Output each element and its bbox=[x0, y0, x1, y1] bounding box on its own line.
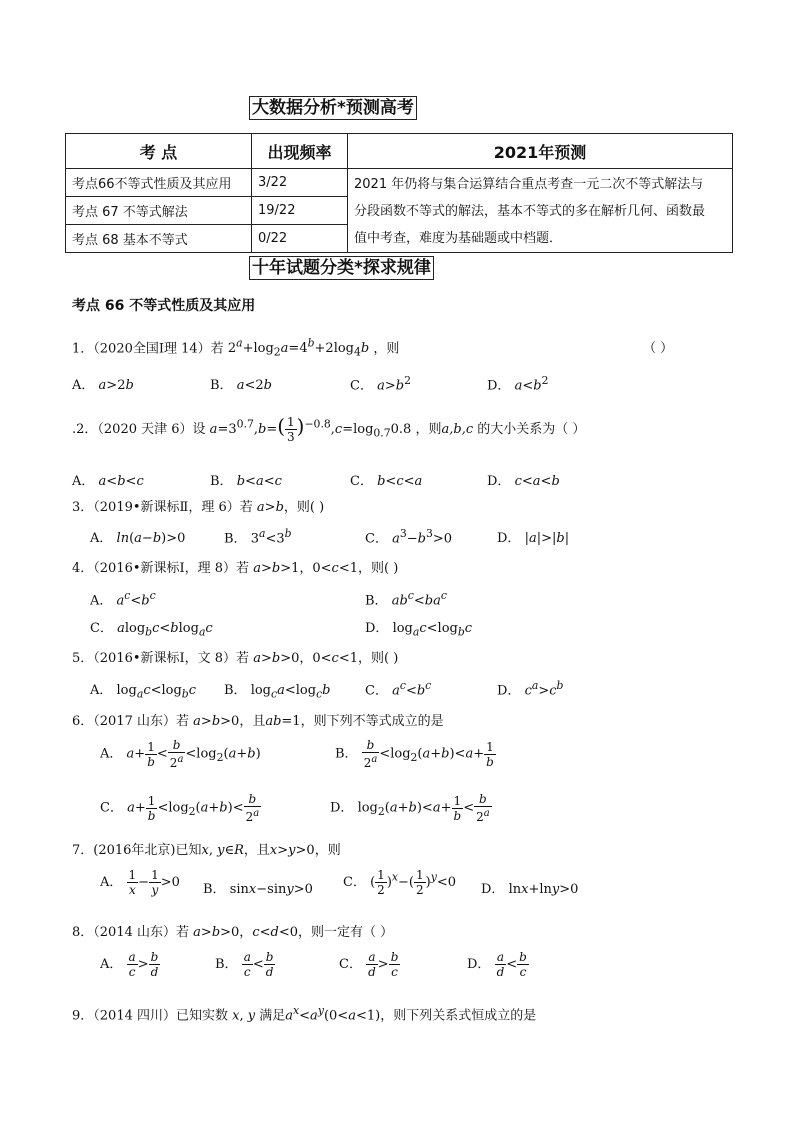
header-title-analysis-text: 大数据分析*预测高考 bbox=[252, 98, 414, 118]
q5-opt-a-label: A． bbox=[90, 683, 113, 698]
stats-table bbox=[65, 133, 733, 253]
q7-opt-b-label: B． bbox=[203, 882, 226, 897]
q6-opt-d-label: D． bbox=[330, 800, 354, 816]
table-row bbox=[66, 169, 733, 197]
q3-opt-b-label: B． bbox=[224, 531, 247, 547]
q4-option-a: A． $a^c<b^c$ bbox=[90, 589, 156, 609]
q6-mid: ，且 bbox=[239, 714, 266, 729]
section-title: 考点 66 不等式性质及其应用 bbox=[72, 298, 256, 314]
q2-formula: $a=3^{0.7},b=$( $\frac{1}{3}$ )$^{-0.8},c=\log_{0.7}0.8$ bbox=[209, 414, 412, 444]
q6-option-c: C． a+ $\frac{1}{b}$ $<\log_2(a+b)<$ $\frac{b}{2^a}$ bbox=[100, 792, 260, 824]
q8-option-a: A． $\frac{a}{c}$ > $\frac{b}{d}$ bbox=[100, 950, 159, 979]
q1-opt-d-label: D． bbox=[487, 378, 511, 394]
question-5: 5．（2016•新课标Ⅰ，文 8）若 a>b>0，0<c<1，则( ) bbox=[72, 651, 399, 666]
header-title-classification bbox=[249, 256, 434, 280]
q7-opt-d-label: D． bbox=[481, 882, 505, 897]
prediction-cell bbox=[348, 169, 733, 253]
header-title-classification-text: 十年试题分类*探求规律 bbox=[252, 258, 431, 278]
q1-option-c: C． $a>b^2$ bbox=[350, 374, 411, 394]
q8-option-d: D． $\frac{a}{d}$ < $\frac{b}{c}$ bbox=[467, 950, 527, 979]
col-header-prediction: 2021年预测 bbox=[348, 134, 733, 169]
q2-option-d: D． c<a<b bbox=[487, 474, 560, 489]
q1-opt-b-label: B． bbox=[210, 378, 233, 393]
prediction-line: 值中考查，难度为基础题或中档题． bbox=[354, 231, 563, 246]
topic-cell: 考点 67 不等式解法 bbox=[66, 197, 252, 225]
q5-opt-b-label: B． bbox=[224, 683, 247, 698]
q2-mid: 的大小关系为（ ） bbox=[477, 422, 586, 437]
freq-cell: 3/22 bbox=[252, 169, 348, 197]
table-header-row bbox=[66, 134, 733, 169]
q8-option-b: B． $\frac{a}{c}$ < $\frac{b}{d}$ bbox=[215, 950, 274, 979]
q6-option-d: D． $\log_2(a+b)<a+$ $\frac{1}{b}$ < $\frac{b}{2^a}$ bbox=[330, 792, 490, 824]
q5-text: 5．（2016•新课标Ⅰ，文 8）若 bbox=[72, 651, 250, 666]
header-title-analysis bbox=[249, 96, 417, 120]
q5-option-d: D． $c^a>c^b$ bbox=[497, 679, 564, 699]
q3-option-c: C． $a^3-b^3>0$ bbox=[365, 527, 453, 547]
q3-opt-a-label: A． bbox=[90, 531, 113, 546]
q1-opt-c-label: C． bbox=[350, 378, 373, 394]
col-header-topic: 考 点 bbox=[66, 134, 252, 169]
question-4: 4．（2016•新课标Ⅰ，理 8）若 a>b>1，0<c<1，则( ) bbox=[72, 561, 399, 576]
q5-option-c: C． $a^c<b^c$ bbox=[365, 679, 432, 699]
q5-opt-d-label: D． bbox=[497, 683, 521, 699]
q4-opt-c-label: C． bbox=[90, 621, 113, 636]
q1-option-b: B． a<2b bbox=[210, 378, 272, 393]
col-header-frequency: 出现频率 bbox=[252, 134, 348, 169]
q2-opt-a-label: A． bbox=[72, 474, 95, 489]
q8-opt-d-label: D． bbox=[467, 957, 491, 972]
q3-opt-d-label: D． bbox=[497, 531, 521, 546]
q7-opt-c-label: C． bbox=[343, 875, 366, 890]
q7-suffix: ，则 bbox=[314, 843, 341, 858]
q8-suffix: ，则一定有（ ） bbox=[298, 925, 394, 940]
q5-opt-c-label: C． bbox=[365, 683, 388, 699]
q2-option-b: B． b<a<c bbox=[210, 474, 282, 489]
freq-cell: 0/22 bbox=[252, 225, 348, 253]
question-1 bbox=[72, 337, 399, 359]
q7-option-c: C． ( $\frac{1}{2}$ )$^x$−( $\frac{1}{2}$ )$^y$<0 bbox=[343, 868, 456, 897]
q2-opt-c-label: C． bbox=[350, 474, 373, 489]
q8-option-c: C． $\frac{a}{d}$ > $\frac{b}{c}$ bbox=[339, 950, 399, 979]
q1-option-d: D． $a<b^2$ bbox=[487, 374, 549, 394]
q3-option-a: A． ln(a−b)>0 bbox=[90, 531, 186, 546]
q7-option-a: A． $\frac{1}{x}$ − $\frac{1}{y}$ >0 bbox=[100, 868, 180, 897]
q9-suffix: ，则下列关系式恒成立的是 bbox=[380, 1008, 537, 1024]
q7-text: 7．(2016年北京)已知 bbox=[72, 843, 202, 858]
q6-opt-a-label: A． bbox=[100, 746, 123, 762]
q8-opt-a-label: A． bbox=[100, 957, 123, 972]
question-2: .2．（2020 天津 6）设 $a=3^{0.7},b=$( $\frac{1}{3}$ )$^{-0.8},c=\log_{0.7}0.8$ ，则a,b,c 的大小关系为（ ） bbox=[72, 414, 586, 444]
q6-option-b: B． $\frac{b}{2^a}$ $<\log_2(a+b)<a+$ $\frac{1}{b}$ bbox=[335, 738, 494, 770]
question-8: 8．（2014 山东）若 a>b>0，c<d<0，则一定有（ ） bbox=[72, 925, 394, 940]
q4-opt-b-label: B． bbox=[365, 593, 388, 609]
q6-text: 6．（2017 山东）若 bbox=[72, 714, 189, 729]
q6-option-a: A． a+ $\frac{1}{b}$ < $\frac{b}{2^a}$ $<\log_2(a+b)$ bbox=[100, 738, 261, 770]
prediction-line: 2021 年仍将与集合运算结合重点考查一元二次不等式解法与 bbox=[354, 177, 704, 192]
q2-suffix: ，则 bbox=[415, 422, 442, 437]
q1-suffix: ，则 bbox=[373, 341, 400, 357]
q6-suffix: ，则下列不等式成立的是 bbox=[300, 714, 444, 729]
q4-option-b: B． $ab^c<ba^c$ bbox=[365, 589, 447, 609]
q4-option-d: D． $\log_ac<\log_bc$ bbox=[365, 621, 473, 639]
q2-opt-d-label: D． bbox=[487, 474, 511, 489]
q3-option-b: B． $3^a<3^b$ bbox=[224, 527, 292, 547]
q2-prefix: .2．（2020 天津 6）设 bbox=[72, 422, 206, 437]
q1-opt-a-label: A． bbox=[72, 378, 95, 393]
q7-option-b: B． sinx−siny>0 bbox=[203, 882, 313, 897]
q6-opt-b-label: B． bbox=[335, 746, 358, 762]
q7-option-d: D． lnx+lny>0 bbox=[481, 882, 579, 897]
q4-opt-a-label: A． bbox=[90, 593, 113, 609]
topic-cell: 考点66不等式性质及其应用 bbox=[66, 169, 252, 197]
q5-option-b: B． $\log_ca<\log_cb$ bbox=[224, 683, 331, 701]
q4-text: 4．（2016•新课标Ⅰ，理 8）若 bbox=[72, 561, 250, 576]
q5-suffix: ，则( ) bbox=[357, 651, 399, 666]
q4-suffix: ，则( ) bbox=[357, 561, 399, 576]
q1-answer-bracket: （ ） bbox=[643, 341, 674, 356]
freq-cell: 19/22 bbox=[252, 197, 348, 225]
question-6: 6．（2017 山东）若 a>b>0，且ab=1，则下列不等式成立的是 bbox=[72, 714, 444, 729]
q1-option-a: A． a>2b bbox=[72, 378, 134, 393]
q8-text: 8．（2014 山东）若 bbox=[72, 925, 189, 940]
q8-opt-b-label: B． bbox=[215, 957, 238, 972]
q6-opt-c-label: C． bbox=[100, 800, 123, 816]
q1-formula: $2^a+\log_2a=4^b+2\log_4b$ bbox=[227, 337, 370, 359]
question-3: 3．（2019•新课标Ⅱ，理 6）若 a>b，则( ) bbox=[72, 500, 325, 515]
q3-text: 3．（2019•新课标Ⅱ，理 6）若 bbox=[72, 500, 253, 515]
q7-opt-a-label: A． bbox=[100, 875, 123, 890]
q2-option-a: A． a<b<c bbox=[72, 474, 144, 489]
q3-opt-c-label: C． bbox=[365, 531, 388, 547]
q4-option-c: C． alog$_b$c<blog$_a$c bbox=[90, 621, 213, 639]
question-9: 9．（2014 四川）已知实数 x, y 满足$a^x<a^y(0<a<1)$，则下列关系式恒成立的是 bbox=[72, 1004, 537, 1024]
q5-option-a: A． $\log_ac<\log_bc$ bbox=[90, 683, 197, 701]
q4-opt-d-label: D． bbox=[365, 621, 389, 636]
q3-suffix: ，则( ) bbox=[283, 500, 325, 515]
question-7: 7．(2016年北京)已知x, y∈R，且x>y>0，则 bbox=[72, 843, 341, 858]
q7-mid: ，且 bbox=[243, 843, 270, 858]
topic-cell: 考点 68 基本不等式 bbox=[66, 225, 252, 253]
q2-option-c: C． b<c<a bbox=[350, 474, 423, 489]
prediction-line: 分段函数不等式的解法，基本不等式的多在解析几何、函数最 bbox=[354, 204, 706, 219]
q1-prefix: 1．（2020全国Ⅰ理 14）若 bbox=[72, 341, 224, 357]
q8-opt-c-label: C． bbox=[339, 957, 362, 972]
q3-option-d: D． |a|>|b| bbox=[497, 531, 570, 546]
q9-mid: 满足 bbox=[259, 1008, 286, 1024]
q2-opt-b-label: B． bbox=[210, 474, 233, 489]
q9-text: 9．（2014 四川）已知实数 bbox=[72, 1008, 228, 1024]
